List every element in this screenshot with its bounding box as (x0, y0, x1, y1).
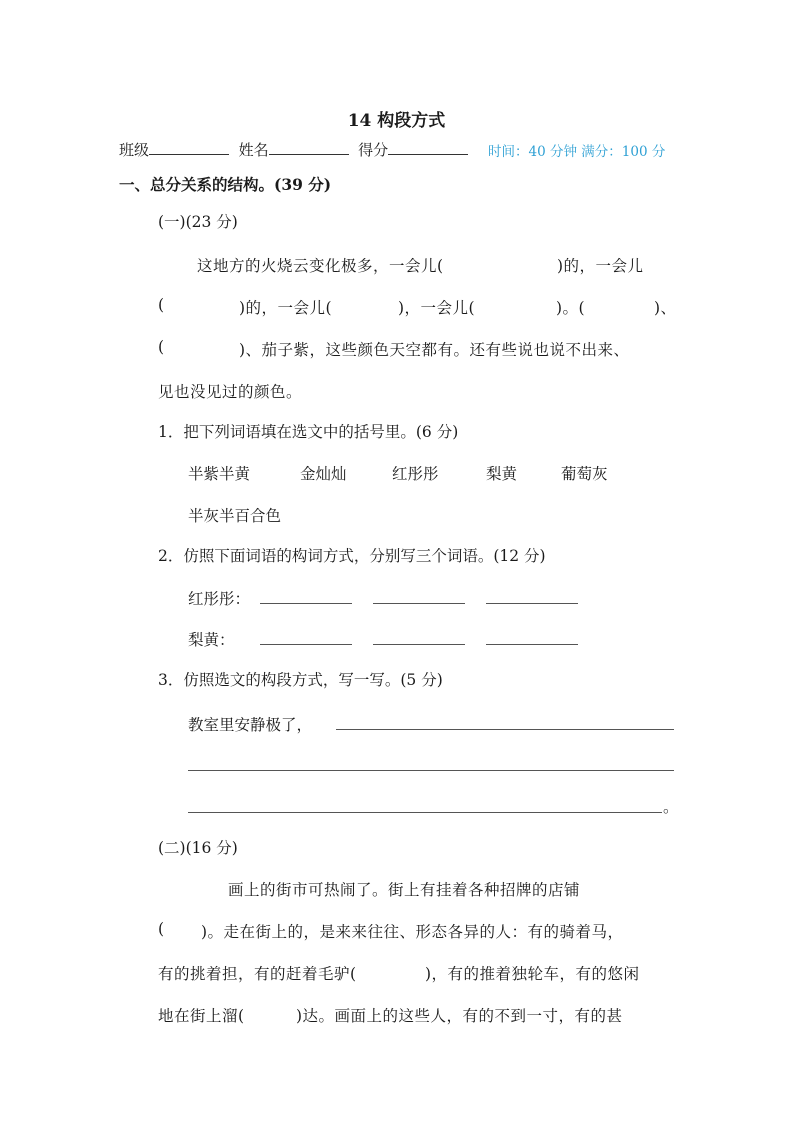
class-label: 班级 (119, 141, 150, 159)
part-label-1: (一)(23 分) (158, 213, 238, 231)
question-1-prompt: 1．把下列词语填在选文中的括号里。(6 分) (158, 423, 459, 441)
q3-starter-text: 教室里安静极了， (188, 716, 313, 734)
answer-blank[interactable] (486, 603, 578, 604)
student-info-row (119, 139, 468, 160)
passage-1-line-1a: 这地方的火烧云变化极多，一会儿( (197, 257, 444, 275)
word-option: 梨黄 (486, 465, 518, 483)
passage-2-line-4b: )达。画面上的这些人，有的不到一寸，有的甚 (296, 1007, 623, 1025)
passage-2-line-4a: 地在街上溜( (158, 1007, 245, 1025)
passage-1-line-3b: )、茄子紫，这些颜色天空都有。还有些说也说不出来、 (239, 341, 630, 359)
answer-blank[interactable] (260, 644, 352, 645)
passage-2-line-2b: )。走在街上的，是来来往往、形态各异的人：有的骑着马， (201, 923, 624, 941)
passage-1-line-3a: ( (158, 338, 165, 356)
question-2-prompt: 2．仿照下面词语的构词方式，分别写三个词语。(12 分) (158, 547, 546, 565)
passage-2-line-3a: 有的挑着担，有的赶着毛驴( (158, 965, 357, 983)
time-limit-text: 时间：40 分钟 满分：100 分 (488, 144, 666, 160)
answer-blank[interactable] (373, 644, 465, 645)
writing-line[interactable] (336, 729, 674, 730)
q2-row-1-label: 红彤彤： (188, 590, 251, 608)
passage-2-line-1: 画上的街市可热闹了。街上有挂着各种招牌的店铺 (228, 881, 581, 899)
passage-1-line-2c: )，一会儿( (398, 299, 476, 317)
q2-row-2-label: 梨黄： (188, 631, 235, 649)
score-field[interactable] (388, 142, 468, 155)
word-option: 葡萄灰 (561, 465, 608, 483)
word-option: 金灿灿 (300, 465, 347, 483)
passage-2-line-3b: )，有的推着独轮车，有的悠闲 (425, 965, 640, 983)
passage-1-line-2a: ( (158, 296, 165, 314)
word-option: 半紫半黄 (188, 465, 251, 483)
page-title: 14 构段方式 (347, 111, 446, 131)
question-3-prompt: 3．仿照选文的构段方式，写一写。(5 分) (158, 671, 443, 689)
answer-blank[interactable] (373, 603, 465, 604)
section-heading-1: 一、总分关系的结构。(39 分) (119, 175, 332, 194)
passage-1-line-2d: )。( (556, 299, 586, 317)
word-option: 红彤彤 (392, 465, 439, 483)
name-label: 姓名 (238, 141, 269, 159)
score-label: 得分 (358, 141, 389, 159)
answer-blank[interactable] (486, 644, 578, 645)
name-field[interactable] (269, 142, 349, 155)
class-field[interactable] (149, 142, 229, 155)
writing-line[interactable] (188, 812, 662, 813)
passage-1-line-4: 见也没见过的颜色。 (158, 383, 303, 401)
part-label-2: (二)(16 分) (158, 839, 238, 857)
passage-1-line-2e: )、 (654, 299, 677, 317)
writing-line[interactable] (188, 770, 674, 771)
passage-1-line-2b: )的，一会儿( (239, 299, 333, 317)
passage-1-line-1b: )的，一会儿 (557, 257, 644, 275)
q3-end-mark: 。 (663, 798, 679, 816)
answer-blank[interactable] (260, 603, 352, 604)
passage-2-line-2a: ( (158, 920, 165, 938)
word-option: 半灰半百合色 (188, 507, 282, 525)
